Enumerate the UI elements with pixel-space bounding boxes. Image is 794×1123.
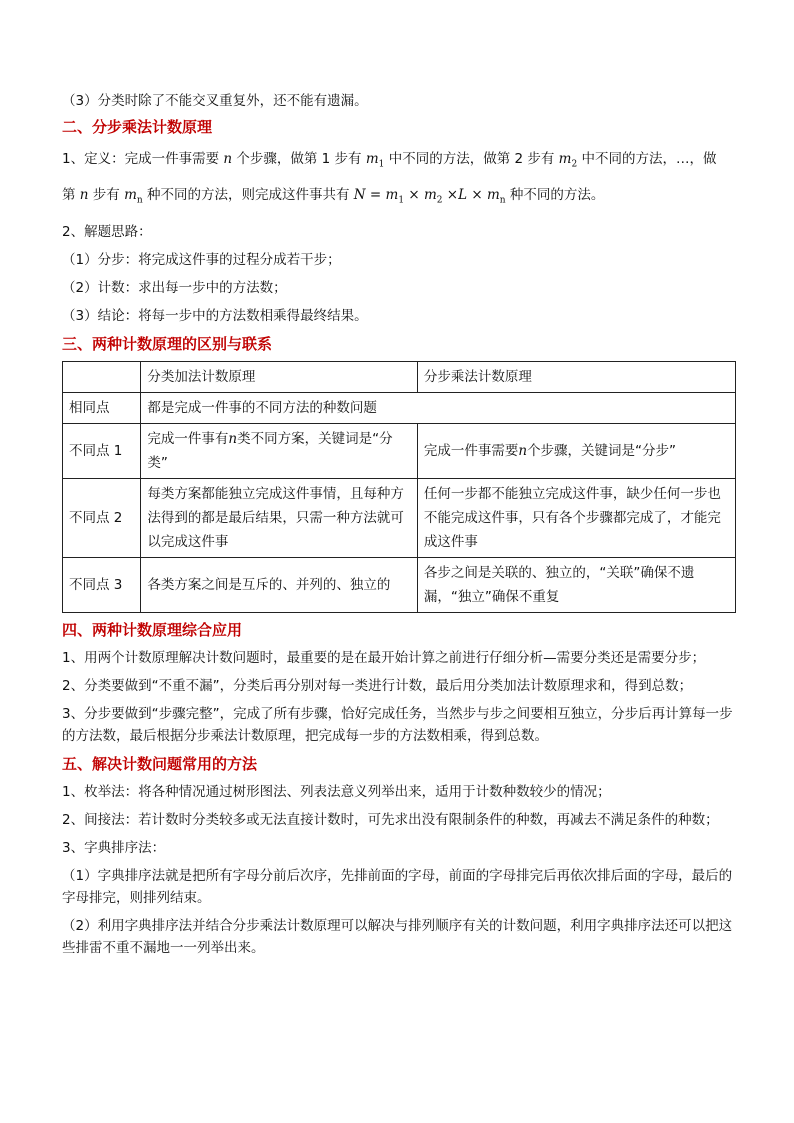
table-row (63, 424, 736, 479)
def-text-d: 中不同的方法，…，做 (581, 151, 717, 167)
diff-3-addition: 各类方案之间是互斥的、并列的、独立的 (141, 558, 417, 613)
lexicographic-point-1: （1）字典排序法就是把所有字母分前后次序，先排前面的字母，前面的字母排完后再依次排后面的字母，最后的字母排完，则排列结束。 (62, 868, 733, 907)
diff-2-addition: 每类方案都能独立完成这件事情，且每种方法得到的都是最后结果，只需一种方法就可以完成这件事 (141, 479, 417, 558)
table-row (63, 479, 736, 558)
var-mn: $m_n$ (124, 186, 143, 206)
comparison-table (62, 361, 736, 613)
solution-step-3: （3）结论：将每一步中的方法数相乘得最终结果。 (62, 308, 368, 325)
lexicographic-point-2: （2）利用字典排序法并结合分步乘法计数原理可以解决与排列顺序有关的计数问题，利用字典排序法还可以把这些排雷不重不漏地一一列举出来。 (62, 918, 733, 957)
table-header-row (63, 362, 736, 393)
def-text-e: 第 (62, 186, 76, 203)
table-header-multiplication: 分步乘法计数原理 (417, 362, 735, 393)
method-indirect: 2、间接法：若计数时分类较多或无法直接计数时，可先求出没有限制条件的种数，再减去不满足条件的种数； (62, 812, 719, 829)
diff-2-multiplication: 任何一步都不能独立完成这件事，缺少任何一步也不能完成这件事，只有各个步骤都完成了，才能完成这件事 (417, 479, 735, 558)
classification-note-3: （3）分类时除了不能交叉重复外，还不能有遗漏。 (62, 93, 368, 109)
def-text-g: 种不同的方法，则完成这件事共有 (147, 186, 350, 203)
formula: $N = m_1 \times m_2 \times L \times m_n$ (353, 186, 506, 206)
table-corner-cell (63, 362, 141, 393)
row-same-text: 都是完成一件事的不同方法的种数问题 (141, 393, 736, 424)
solution-idea-label: 2、解题思路： (62, 224, 152, 241)
application-point-2: 2、分类要做到“不重不漏”，分类后再分别对每一类进行计数，最后用分类加法计数原理求和，得到总数； (62, 678, 693, 695)
var-m1: $m_1$ (365, 151, 385, 170)
def-text-h: 种不同的方法。 (509, 186, 605, 203)
method-enumeration: 1、枚举法：将各种情况通过树形图法、列表法意义列举出来，适用于计数种数较少的情况； (62, 784, 611, 801)
section-heading-comparison: 三、两种计数原理的区别与联系 (62, 335, 273, 354)
diff-3-multiplication: 各步之间是关联的、独立的，“关联”确保不遗漏，“独立”确保不重复 (417, 558, 735, 613)
section-heading-step-multiplication: 二、分步乘法计数原理 (62, 118, 213, 136)
def-text-c: 中不同的方法，做第 2 步有 (388, 151, 555, 167)
diff-1-addition: 完成一件事有n类不同方案，关键词是“分类” (141, 424, 417, 479)
section-heading-application: 四、两种计数原理综合应用 (62, 621, 243, 640)
row-label-diff-1: 不同点 1 (63, 424, 141, 479)
table-row (63, 558, 736, 613)
def-text-b: 个步骤，做第 1 步有 (236, 151, 362, 167)
section-heading-methods: 五、解决计数问题常用的方法 (62, 755, 258, 774)
application-point-3: 3、分步要做到“步骤完整”，完成了所有步骤，恰好完成任务，当然步与步之间要相互独立，分步后再计算每一步的方法数，最后根据分步乘法计数原理，把完成每一步的方法数相乘，得到总数。 (62, 706, 733, 745)
var-n-2: n (79, 186, 89, 203)
definition-line-2 (62, 180, 736, 216)
diff-1-multiplication: 完成一件事需要n个步骤，关键词是“分步” (417, 424, 735, 479)
definition-line-1 (62, 144, 736, 180)
var-m2: $m_2$ (558, 151, 578, 170)
var-n: n (223, 151, 233, 167)
table-row (63, 393, 736, 424)
def-text-a: 1、定义：完成一件事需要 (62, 151, 220, 167)
application-point-1: 1、用两个计数原理解决计数问题时，最重要的是在最开始计算之前进行仔细分析—需要分类还是需要分步； (62, 650, 706, 667)
table-header-addition: 分类加法计数原理 (141, 362, 417, 393)
solution-step-1: （1）分步：将完成这件事的过程分成若干步； (62, 252, 341, 269)
row-label-same: 相同点 (63, 393, 141, 424)
method-lexicographic: 3、字典排序法： (62, 840, 166, 857)
row-label-diff-3: 不同点 3 (63, 558, 141, 613)
def-text-f: 步有 (92, 186, 120, 203)
row-label-diff-2: 不同点 2 (63, 479, 141, 558)
solution-step-2: （2）计数：求出每一步中的方法数； (62, 280, 287, 297)
document-page (62, 90, 736, 965)
